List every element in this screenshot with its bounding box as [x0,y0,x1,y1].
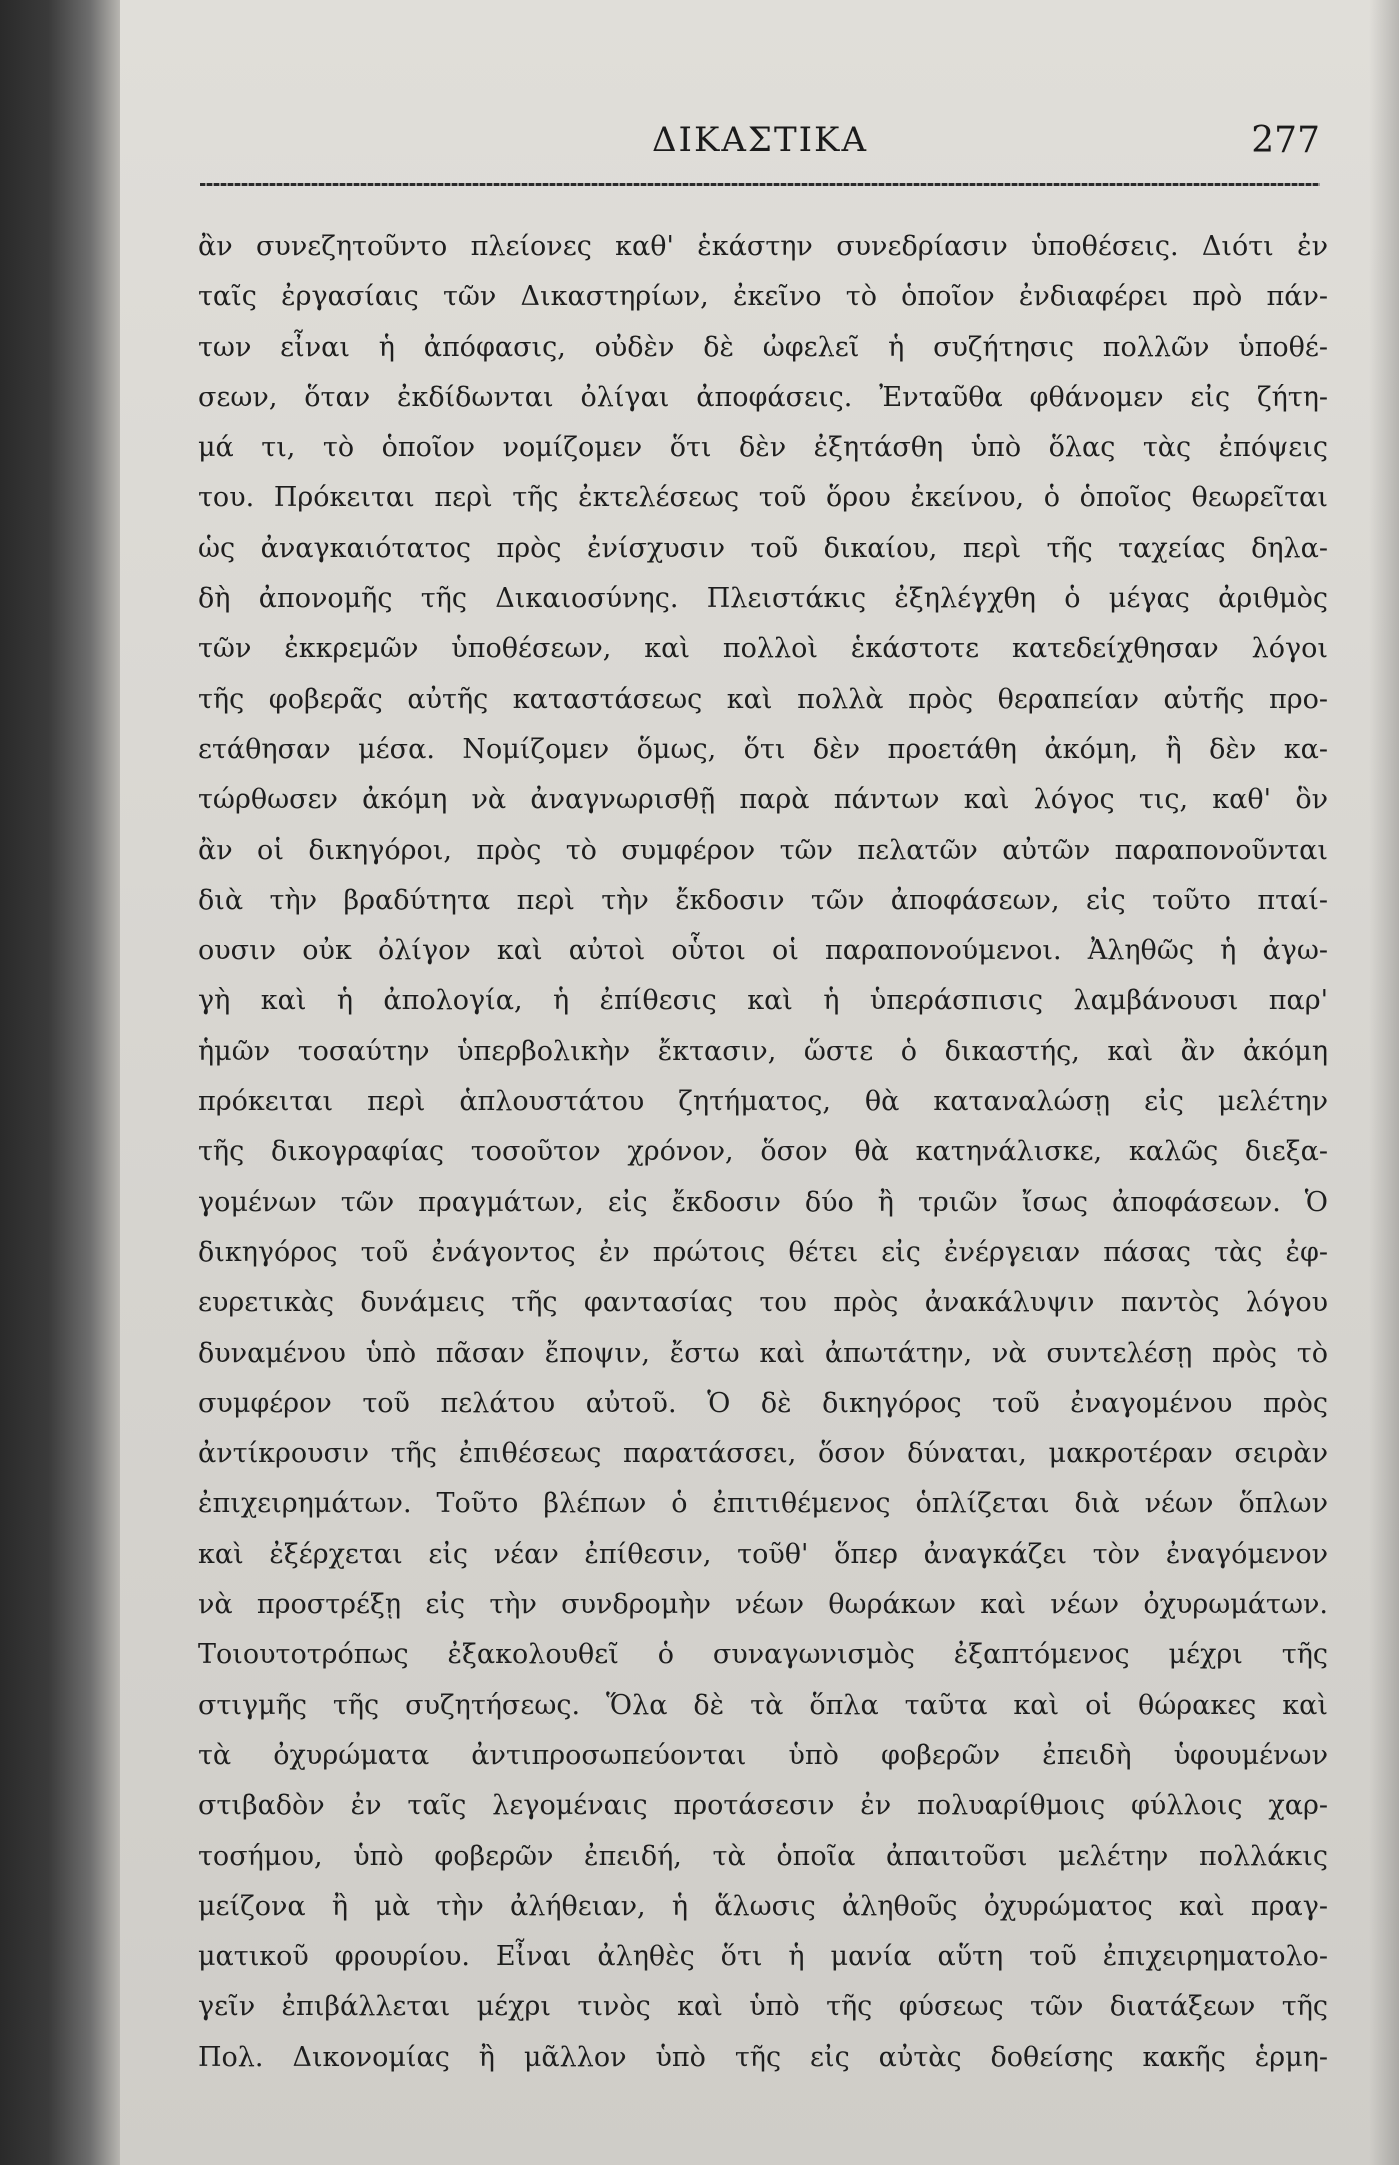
page-paper [120,0,1399,2165]
text-line: νὰ προστρέξῃ εἰς τὴν συνδρομὴν νέων θωράκων καὶ νέων ὀχυρωμάτων. [198,1589,1328,1621]
text-line: τῆς δικογραφίας τοσοῦτον χρόνον, ὅσον θὰ κατηνάλισκε, καλῶς διεξα- [198,1136,1328,1168]
text-line: τὰ ὀχυρώματα ἀντιπροσωπεύονται ὑπὸ φοβερῶν ἐπειδὴ ὑφουμένων [198,1739,1328,1771]
running-title: ΔΙΚΑΣΤΙΚΑ [651,120,869,160]
text-line: μά τι, τὸ ὁποῖον νομίζομεν ὅτι δὲν ἐξητάσθη ὑπὸ ὅλας τὰς ἐπόψεις [198,432,1328,464]
text-line: τοσήμου, ὑπὸ φοβερῶν ἐπειδή, τὰ ὁποῖα ἀπαιτοῦσι μελέτην πολλάκις [198,1840,1328,1872]
text-line: ἐπιχειρημάτων. Τοῦτο βλέπων ὁ ἐπιτιθέμενος ὁπλίζεται διὰ νέων ὅπλων [198,1488,1328,1520]
text-line: γεῖν ἐπιβάλλεται μέχρι τινὸς καὶ ὑπὸ τῆς φύσεως τῶν διατάξεων τῆς [198,1991,1328,2023]
text-line: μείζονα ἢ μὰ τὴν ἀλήθειαν, ἡ ἅλωσις ἀληθοῦς ὀχυρώματος καὶ πραγ- [198,1890,1328,1922]
header-rule [200,183,1320,186]
text-line: ἂν συνεζητοῦντο πλείονες καθ' ἑκάστην συνεδρίασιν ὑποθέσεις. Διότι ἐν [198,231,1328,262]
text-line: δικηγόρος τοῦ ἐνάγοντος ἐν πρώτοις θέτει εἰς ἐνέργειαν πάσας τὰς ἐφ- [198,1236,1328,1268]
text-line: Πολ. Δικονομίας ἢ μᾶλλον ὑπὸ τῆς εἰς αὐτὰς δοθείσης κακῆς ἑρμη- [198,2041,1328,2073]
page-number: 277 [1251,120,1320,161]
text-line: ματικοῦ φρουρίου. Εἶναι ἀληθὲς ὅτι ἡ μανία αὕτη τοῦ ἐπιχειρηματολο- [198,1941,1328,1973]
text-line: ευρετικὰς δυνάμεις τῆς φαντασίας του πρὸς ἀνακάλυψιν παντὸς λόγου [198,1287,1328,1319]
text-line: ἀντίκρουσιν τῆς ἐπιθέσεως παρατάσσει, ὅσον δύναται, μακροτέραν σειρὰν [198,1438,1328,1470]
body-text [198,222,1328,2083]
page-edge-shadow [1369,0,1399,2165]
text-line: ἂν οἱ δικηγόροι, πρὸς τὸ συμφέρον τῶν πελατῶν αὐτῶν παραπονοῦνται [198,834,1328,866]
text-line: διὰ τὴν βραδύτητα περὶ τὴν ἔκδοσιν τῶν ἀποφάσεων, εἰς τοῦτο πταί- [198,884,1328,916]
text-line: στιβαδὸν ἐν ταῖς λεγομέναις προτάσεσιν ἐν πολυαρίθμοις φύλλοις χαρ- [198,1790,1328,1822]
text-line: ταῖς ἐργασίαις τῶν Δικαστηρίων, ἐκεῖνο τὸ ὁποῖον ἐνδιαφέρει πρὸ πάν- [198,281,1328,313]
text-line: ἡμῶν τοσαύτην ὑπερβολικὴν ἔκτασιν, ὥστε ὁ δικαστής, καὶ ἂν ἀκόμη [198,1035,1328,1067]
text-line: γομένων τῶν πραγμάτων, εἰς ἔκδοσιν δύο ἢ τριῶν ἴσως ἀποφάσεων. Ὁ [198,1186,1328,1218]
text-line: τῶν ἐκκρεμῶν ὑποθέσεων, καὶ πολλοὶ ἑκάστοτε κατεδείχθησαν λόγοι [198,633,1328,665]
text-line: γὴ καὶ ἡ ἀπολογία, ἡ ἐπίθεσις καὶ ἡ ὑπεράσπισις λαμβάνουσι παρ' [198,985,1328,1017]
text-line: δὴ ἀπονομῆς τῆς Δικαιοσύνης. Πλειστάκις ἐξηλέγχθη ὁ μέγας ἀριθμὸς [198,583,1328,615]
text-line: στιγμῆς τῆς συζητήσεως. Ὅλα δὲ τὰ ὅπλα ταῦτα καὶ οἱ θώρακες καὶ [198,1689,1328,1721]
text-line: ὡς ἀναγκαιότατος πρὸς ἐνίσχυσιν τοῦ δικαίου, περὶ τῆς ταχείας δηλα- [198,532,1328,564]
text-line: Τοιουτοτρόπως ἐξακολουθεῖ ὁ συναγωνισμὸς ἐξαπτόμενος μέχρι τῆς [198,1639,1328,1671]
text-line: σεων, ὅταν ἐκδίδωνται ὀλίγαι ἀποφάσεις. Ἐνταῦθα φθάνομεν εἰς ζήτη- [198,381,1328,413]
text-line: των εἶναι ἡ ἀπόφασις, οὐδὲν δὲ ὠφελεῖ ἡ συζήτησις πολλῶν ὑποθέ- [198,331,1328,363]
book-spine-shadow [0,0,120,2165]
text-line: ετάθησαν μέσα. Νομίζομεν ὅμως, ὅτι δὲν προετάθη ἀκόμη, ἢ δὲν κα- [198,733,1328,765]
text-line: καὶ ἐξέρχεται εἰς νέαν ἐπίθεσιν, τοῦθ' ὅπερ ἀναγκάζει τὸν ἐναγόμενον [198,1538,1328,1570]
text-line: συμφέρον τοῦ πελάτου αὐτοῦ. Ὁ δὲ δικηγόρος τοῦ ἐναγομένου πρὸς [198,1387,1328,1419]
text-line: δυναμένου ὑπὸ πᾶσαν ἔποψιν, ἔστω καὶ ἀπωτάτην, νὰ συντελέσῃ πρὸς τὸ [198,1337,1328,1369]
text-line: του. Πρόκειται περὶ τῆς ἐκτελέσεως τοῦ ὅρου ἐκείνου, ὁ ὁποῖος θεωρεῖται [198,482,1328,514]
text-line: τώρθωσεν ἀκόμη νὰ ἀναγνωρισθῇ παρὰ πάντων καὶ λόγος τις, καθ' ὃν [198,784,1328,816]
text-line: ουσιν οὐκ ὀλίγον καὶ αὐτοὶ οὗτοι οἱ παραπονούμενοι. Ἀληθῶς ἡ ἀγω- [198,935,1328,967]
text-line: πρόκειται περὶ ἁπλουστάτου ζητήματος, θὰ καταναλώσῃ εἰς μελέτην [198,1086,1328,1118]
text-line: τῆς φοβερᾶς αὐτῆς καταστάσεως καὶ πολλὰ πρὸς θεραπείαν αὐτῆς προ- [198,683,1328,715]
page-header [200,120,1320,180]
